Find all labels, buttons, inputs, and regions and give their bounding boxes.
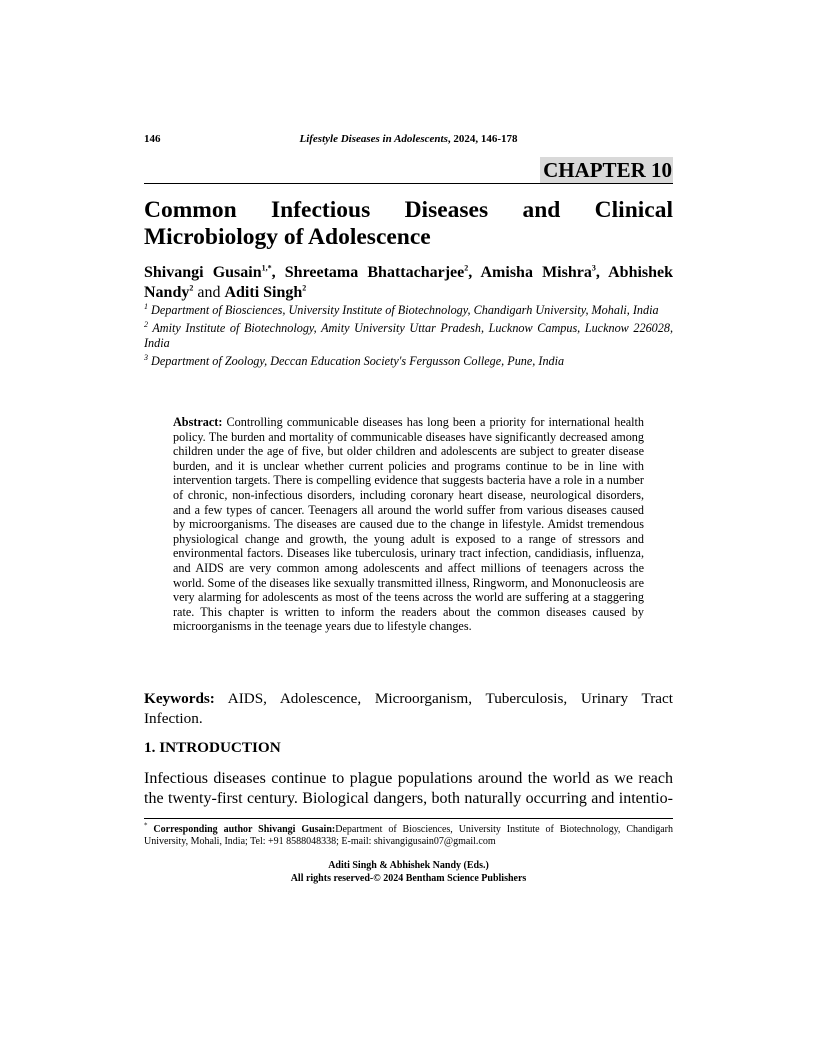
page-number: 146 — [144, 133, 161, 145]
affiliation-item — [144, 303, 673, 318]
affiliation-marker: 2 — [144, 319, 148, 329]
affiliation-text: Department of Biosciences, University Institute of Biotechnology, Chandigarh University, Mohali, India — [151, 303, 659, 317]
author-name: Shivangi Gusain — [144, 264, 262, 281]
author-separator: , — [271, 264, 285, 281]
chapter-title: Common Infectious Diseases and Clinical Microbiology of Adolescence — [144, 197, 673, 250]
keywords-text: AIDS, Adolescence, Microorganism, Tuberculosis, Urinary Tract Infection. — [144, 690, 673, 727]
author-separator: , — [595, 264, 609, 281]
affiliations — [144, 303, 673, 372]
footnote-text: Department of Biosciences, University Institute of Biotechnology, Chandigarh University, Mohali, India; Tel: +91 8588048338; E-mail: shivangigusain07@gmail.com — [144, 824, 673, 848]
intro-paragraph: Infectious diseases continue to plague populations around the world as we reach the twenty-first century. Biological dangers, both naturally occurring and intentio- — [144, 770, 673, 807]
affiliation-text: Department of Zoology, Deccan Education Society's Fergusson College, Pune, India — [151, 354, 565, 368]
footnote-label: Corresponding author Shivangi Gusain: — [153, 824, 336, 835]
author-name: Abhishek Nandy — [144, 264, 674, 301]
affiliation-item — [144, 354, 673, 369]
journal-volume-pages: , 2024, 146-178 — [447, 133, 518, 145]
footnote-divider — [144, 818, 673, 819]
affiliation-marker: 1 — [144, 301, 148, 311]
journal-citation — [144, 133, 673, 145]
affiliation-marker: 3 — [144, 352, 148, 362]
author-affiliation-marker: 2 — [302, 283, 307, 293]
chapter-label: CHAPTER 10 — [540, 157, 673, 183]
journal-name: Lifestyle Diseases in Adolescents — [299, 133, 448, 145]
author-conjunction: and — [197, 284, 225, 301]
affiliation-text: Amity Institute of Biotechnology, Amity University Uttar Pradesh, Lucknow Campus, Lucknow 226028, India — [144, 321, 673, 350]
abstract-text: Controlling communicable diseases has long been a priority for international health policy. The burden and mortality of communicable diseases have significantly decreased among children under the age of five, but older children and adolescents are subject to greater disease burden, and it is unclear whether current policies and programs continue to be in line with intervention targets. There is compelling evidence that suggests bacteria have a role in a number of chronic, non-infectious disorders, including coronary heart disease, neurological disorders, and a few types of cancer. Teenagers all around the world suffer from various diseases caused by microorganisms. The diseases are caused due to the change in lifestyle. Amidst tremendous physiological change and growth, the young adult is exposed to a range of stressors and environmental factors. Diseases like tuberculosis, urinary tract infection, candidiasis, influenza, and AIDS are very common among adolescents and affect millions of teenagers across the world. Some of the diseases like sexually transmitted illness, Ringworm, and Mononucleosis are very alarming for adolescents as most of the teens across the world are suffering at a staggering rate. This chapter is written to inform the readers about the common diseases caused by microorganisms in the teenage years due to lifestyle changes. — [173, 415, 645, 634]
author-list — [144, 263, 673, 303]
footnote-marker: * — [144, 821, 148, 830]
footer-editors: Aditi Singh & Abhishek Nandy (Eds.) — [328, 860, 489, 871]
author-affiliation-marker: 2 — [464, 263, 469, 273]
abstract-label: Abstract: — [173, 415, 223, 429]
author-name: Aditi Singh — [224, 284, 303, 301]
header-divider — [144, 183, 673, 184]
section-heading: 1. INTRODUCTION — [144, 739, 281, 756]
running-header — [144, 133, 673, 149]
page-footer — [144, 859, 673, 885]
keywords-label: Keywords: — [144, 690, 215, 707]
keywords — [144, 689, 673, 729]
author-affiliation-marker: 2 — [189, 283, 194, 293]
affiliation-item — [144, 321, 673, 351]
footnote — [144, 821, 673, 849]
author-name: Shreetama Bhattacharjee — [284, 264, 465, 281]
author-separator: , — [468, 264, 481, 281]
author-affiliation-marker: 1,* — [261, 263, 272, 273]
footer-rights: All rights reserved-© 2024 Bentham Science Publishers — [290, 873, 527, 884]
author-name: Amisha Mishra — [480, 264, 592, 281]
author-affiliation-marker: 3 — [591, 263, 596, 273]
abstract — [173, 415, 644, 634]
